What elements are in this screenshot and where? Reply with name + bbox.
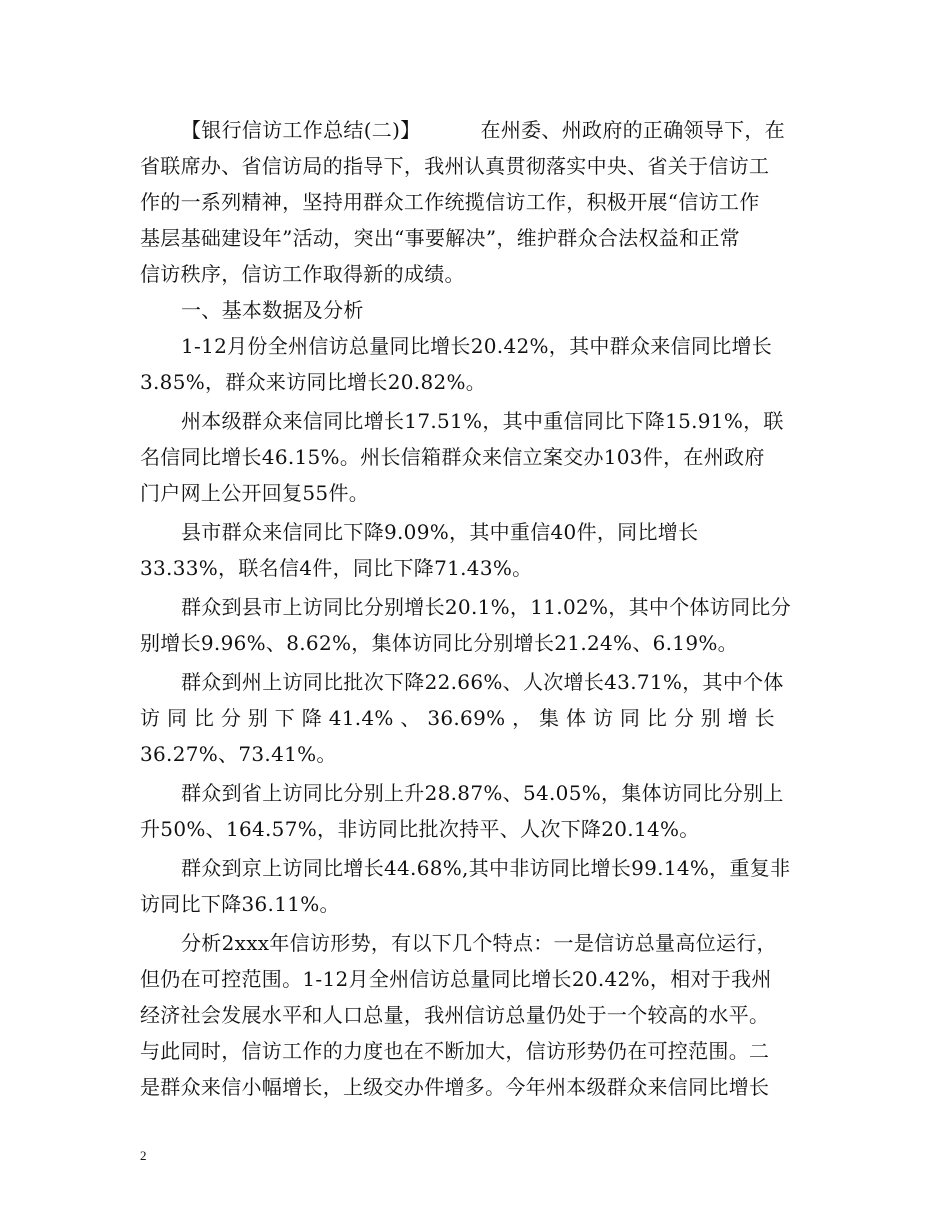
paragraph-line: 基层基础建设年”活动，突出“事要解决”，维护群众合法权益和正常 bbox=[140, 226, 740, 250]
paragraph-line bbox=[140, 112, 816, 148]
paragraph-line: 门户网上公开回复55件。 bbox=[140, 481, 370, 505]
paragraph-line: 36.27%、73.41%。 bbox=[140, 742, 337, 766]
paragraph-line: 与此同时，信访工作的力度也在不断加大，信访形势仍在可控范围。二 bbox=[140, 1039, 770, 1063]
paragraph-line: 信访秩序，信访工作取得新的成绩。 bbox=[140, 262, 465, 286]
paragraph-line: 群众到州上访同比批次下降22.66%、人次增长43.71%，其中个体 bbox=[181, 670, 784, 694]
document-title: 【银行信访工作总结(二)】 bbox=[181, 118, 421, 142]
paragraph-line: 但仍在可控范围。1-12月全州信访总量同比增长20.42%，相对于我州 bbox=[140, 967, 772, 991]
paragraph-line: 州本级群众来信同比增长17.51%，其中重信同比下降15.91%，联 bbox=[181, 409, 784, 433]
paragraph-line: 别增长9.96%、8.62%，集体访同比分别增长21.24%、6.19%。 bbox=[140, 631, 738, 655]
paragraph-line: 访同比下降36.11%。 bbox=[140, 892, 340, 916]
paragraph-line: 名信同比增长46.15%。州长信箱群众来信立案交办103件，在州政府 bbox=[140, 445, 765, 469]
paragraph-line: 访 同 比 分 别 下 降 41.4% 、 36.69% ， 集 体 访 同 比 分 别 增 长 bbox=[140, 706, 775, 730]
paragraph-line: 省联席办、省信访局的指导下，我州认真贯彻落实中央、省关于信访工 bbox=[140, 154, 770, 178]
paragraph-line: 群众到京上访同比增长44.68%,其中非访同比增长99.14%，重复非 bbox=[181, 856, 791, 880]
page-number: 2 bbox=[140, 1148, 147, 1163]
document-body bbox=[140, 112, 816, 1105]
paragraph-line: 经济社会发展水平和人口总量，我州信访总量仍处于一个较高的水平。 bbox=[140, 1003, 770, 1027]
paragraph-line: 3.85%，群众来访同比增长20.82%。 bbox=[140, 370, 487, 394]
paragraph-line: 是群众来信小幅增长，上级交办件增多。今年州本级群众来信同比增长 bbox=[140, 1075, 770, 1099]
paragraph-line: 作的一系列精神，坚持用群众工作统揽信访工作，积极开展“信访工作 bbox=[140, 190, 760, 214]
paragraph-line: 33.33%，联名信4件，同比下降71.43%。 bbox=[140, 556, 533, 580]
paragraph-line: 群众到省上访同比分别上升28.87%、54.05%，集体访同比分别上 bbox=[181, 781, 784, 805]
paragraph-line: 群众到县市上访同比分别增长20.1%，11.02%，其中个体访同比分 bbox=[181, 595, 791, 619]
paragraph-line: 1-12月份全州信访总量同比增长20.42%，其中群众来信同比增长 bbox=[181, 334, 773, 358]
section-heading: 一、基本数据及分析 bbox=[181, 298, 364, 322]
paragraph-line: 升50%、164.57%，非访同比批次持平、人次下降20.14%。 bbox=[140, 817, 700, 841]
paragraph-line: 县市群众来信同比下降9.09%，其中重信40件，同比增长 bbox=[181, 520, 699, 544]
paragraph-line: 分析2xxx年信访形势，有以下几个特点：一是信访总量高位运行， bbox=[181, 931, 777, 955]
paragraph-text: 在州委、州政府的正确领导下，在 bbox=[480, 118, 786, 142]
